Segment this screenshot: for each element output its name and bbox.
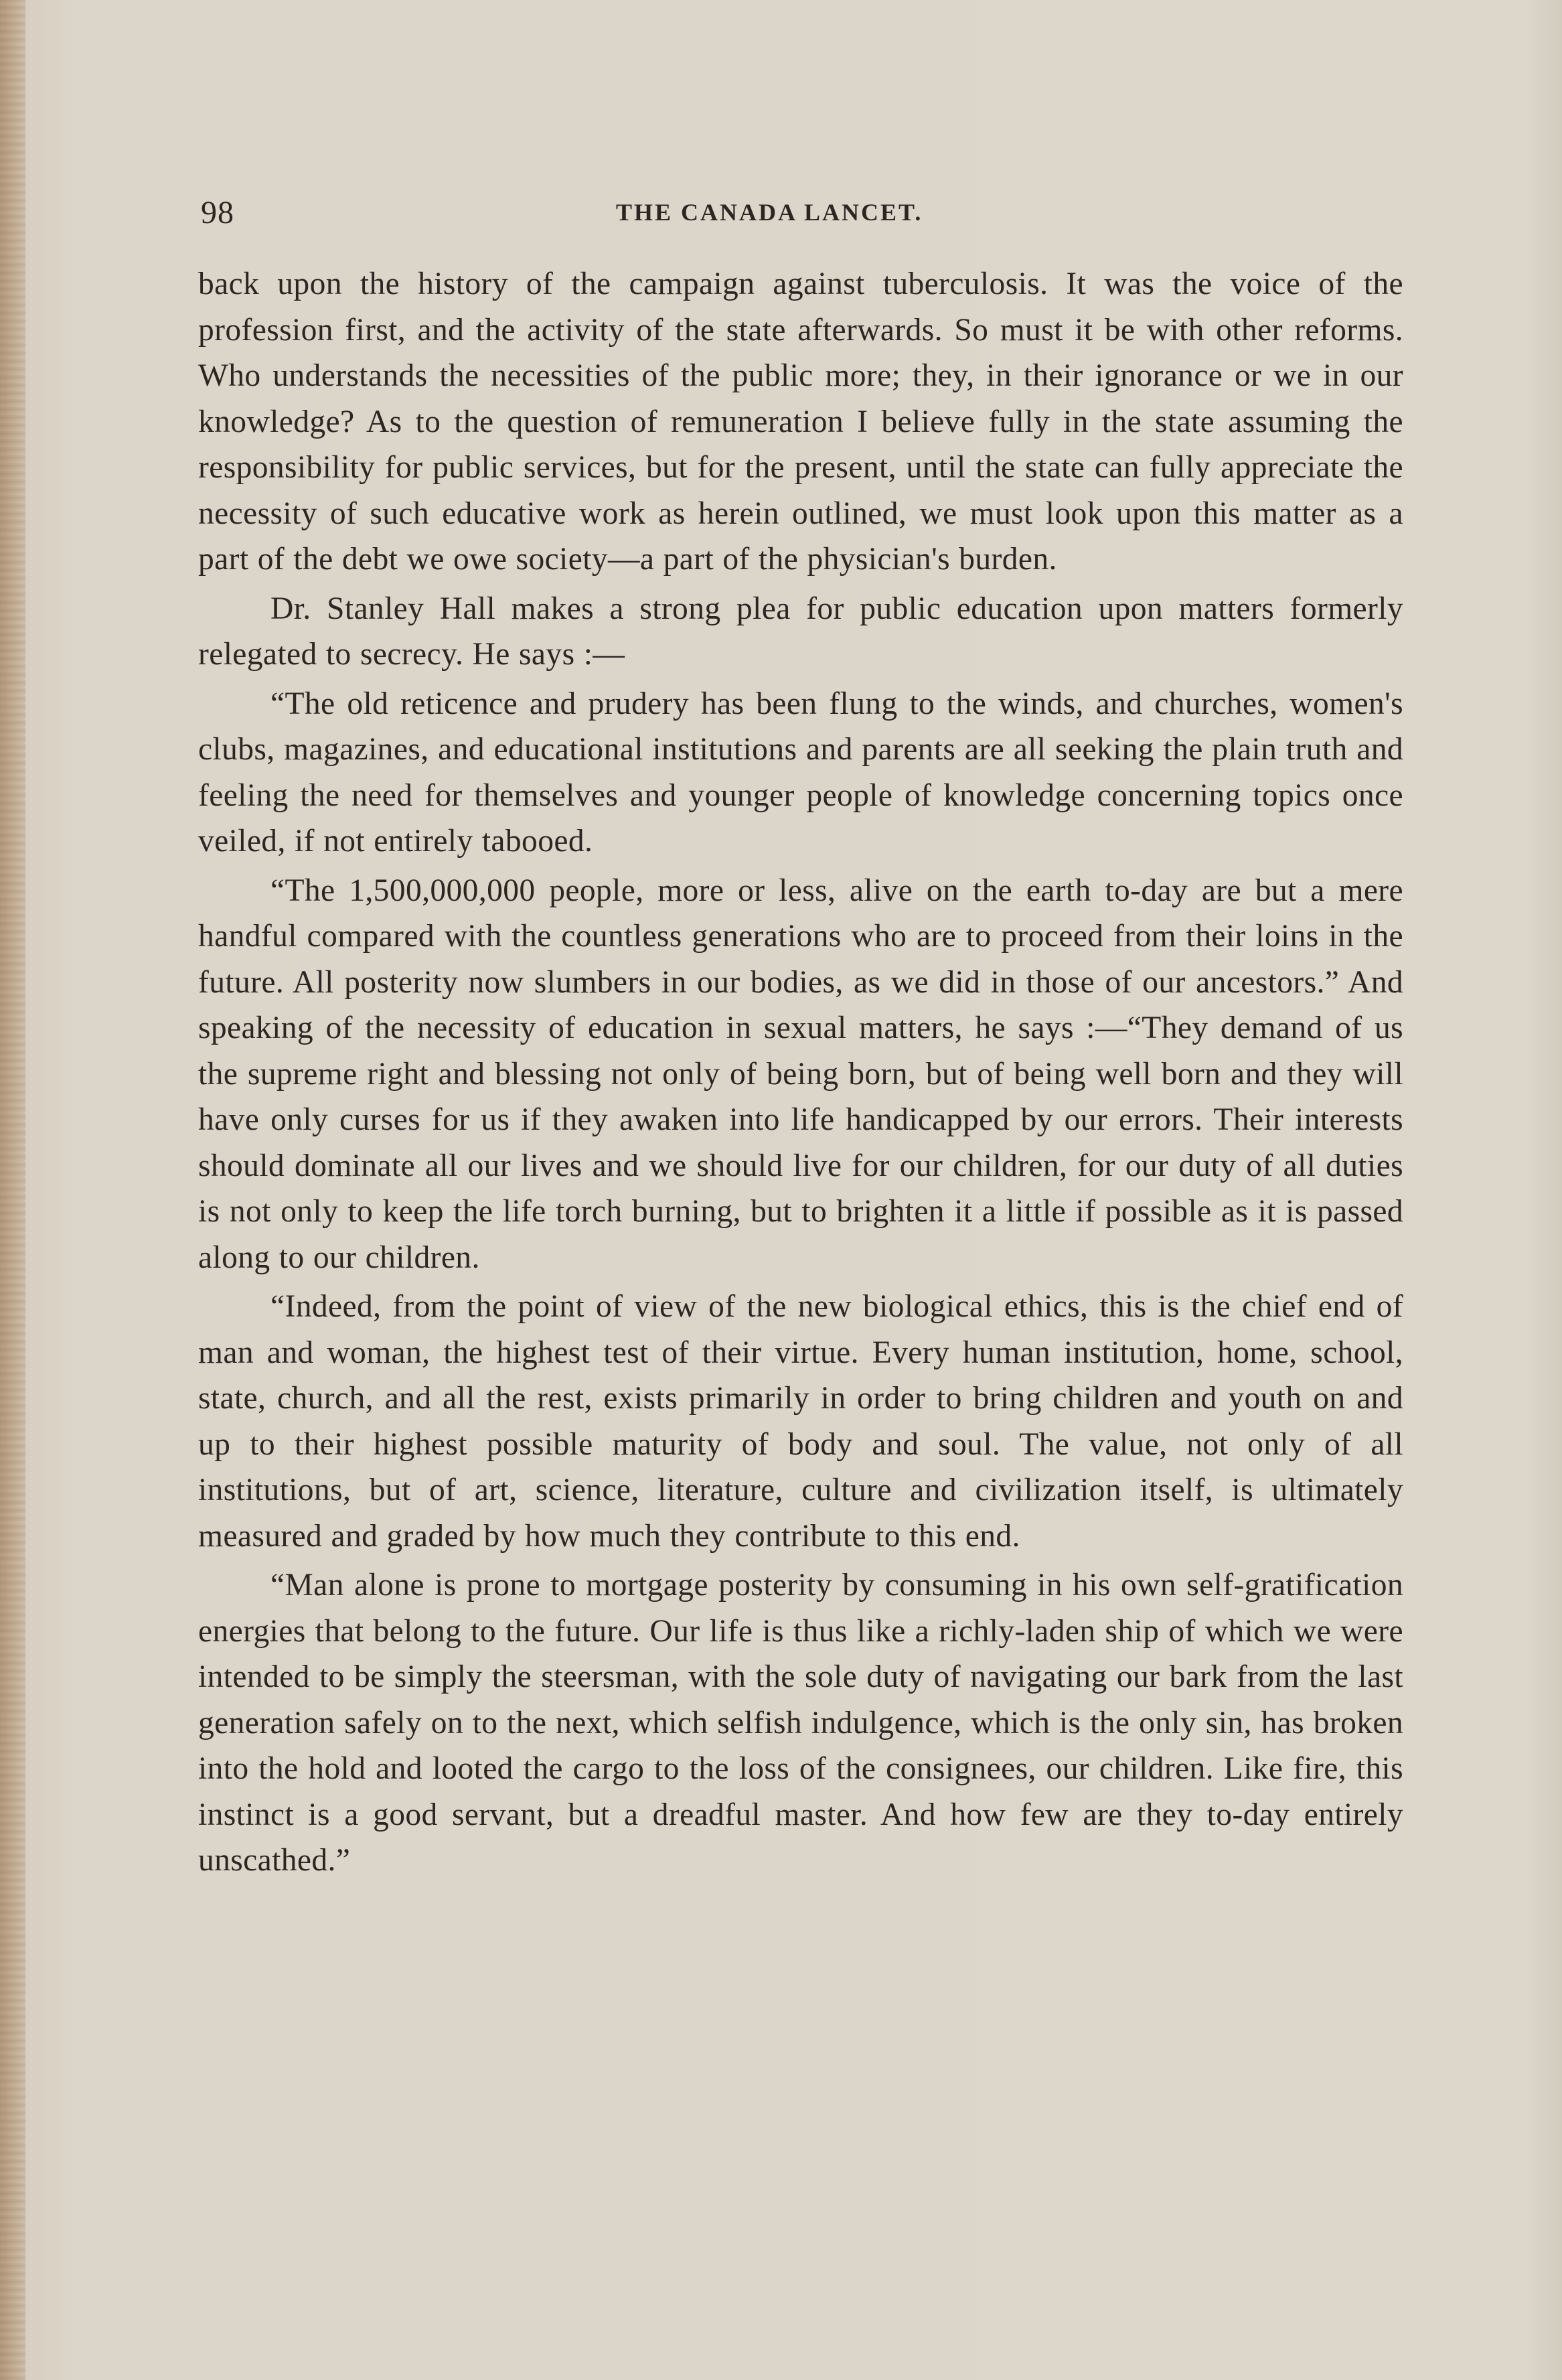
- paragraph-stanley-hall-intro: Dr. Stanley Hall makes a strong plea for public education upon matters formerly relegated to secrecy. He says :—: [198, 591, 1403, 672]
- page-number: 98: [201, 195, 234, 230]
- paragraph-continuation: back upon the history of the campaign against tuberculosis. It was the voice of the profession first, and the activity of the state afterwards. So must it be with other reforms. Who understands the necessities of the public more; they, in their ignorance or we in our knowledge? As to the question of remuneration I believe fully in the state assuming the responsibility for public services, but for the present, until the state can fully appreciate the necessity of such educative work as herein outlined, we must look upon this matter as a part of the debt we owe society—a part of the physician's burden.: [198, 267, 1403, 577]
- paragraph-quote-reticence: “The old reticence and prudery has been flung to the winds, and churches, women's clubs, magazines, and educational institutions and parents are all seeking the plain truth and feeling the need for themselves and younger people of knowledge concerning topics once veiled, if not entirely tabooed.: [198, 686, 1403, 859]
- running-head: [201, 194, 1406, 234]
- paragraph-quote-posterity: “The 1,500,000,000 people, more or less, alive on the earth to-day are but a mere handful compared with the countless generations who are to proceed from their loins in the future. All posterity now slumbers in our bodies, as we did in those of our ancestors.” And speaking of the necessity of education in sexual matters, he says :—“They demand of us the supreme right and blessing not only of being born, but of being well born and they will have only curses for us if they awaken into life handicapped by our errors. Their interests should dominate all our lives and we should live for our children, for our duty of all duties is not only to keep the life torch burning, but to brighten it a little if possible as it is passed along to our children.: [198, 873, 1403, 1275]
- journal-title: THE CANADA LANCET.: [616, 199, 923, 226]
- book-spine-edge: [0, 0, 25, 2380]
- paragraph-quote-biological-ethics: “Indeed, from the point of view of the new biological ethics, this is the chief end of man and woman, the highest test of their virtue. Every human institution, home, school, state, church, and all the rest, exists primarily in order to bring children and youth on and up to their highest possible maturity of body and soul. The value, not only of all institutions, but of art, science, literature, culture and civilization itself, is ultimately measured and graded by how much they contribute to this end.: [198, 1289, 1403, 1554]
- body-text: [198, 261, 1403, 1887]
- paragraph-quote-mortgage-posterity: “Man alone is prone to mortgage posterity by consuming in his own self-gratification energies that belong to the future. Our life is thus like a richly-laden ship of which we were intended to be simply the steersman, with the sole duty of navigating our bark from the last generation safely on to the next, which selfish indulgence, which is the only sin, has broken into the hold and looted the cargo to the loss of the consignees, our children. Like fire, this instinct is a good servant, but a dreadful master. And how few are they to-day entirely unscathed.”: [198, 1568, 1403, 1878]
